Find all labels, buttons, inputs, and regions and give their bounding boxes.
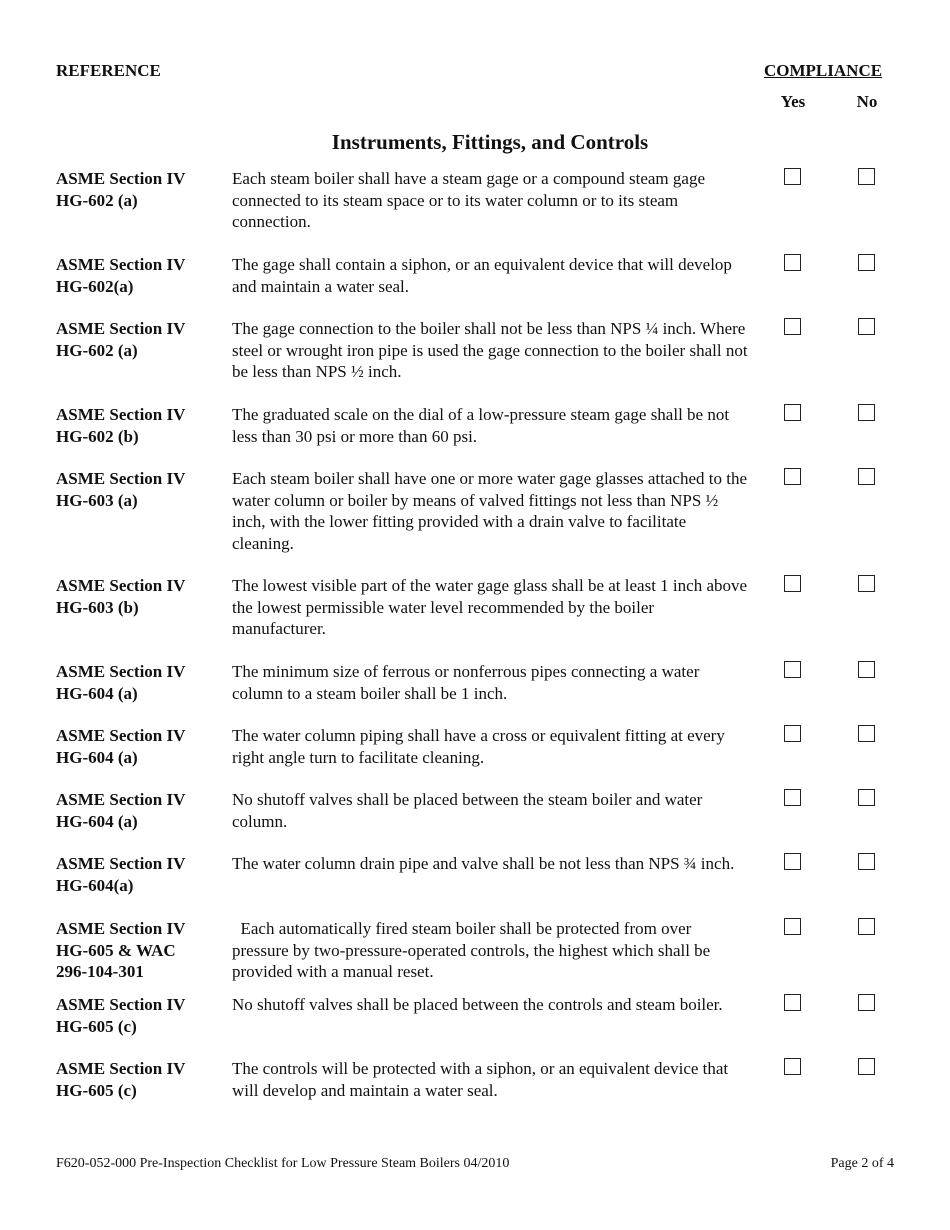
yes-checkbox[interactable]: [784, 254, 801, 271]
yes-checkbox[interactable]: [784, 725, 801, 742]
no-checkbox[interactable]: [858, 853, 875, 870]
yes-checkbox[interactable]: [784, 575, 801, 592]
row-requirement: Each steam boiler shall have one or more water gage glasses attached to the water column or boiler by means of valved fittings not less than NPS ½ inch, with the lower fitting provided with a drain valve to facilitate cleaning.: [232, 469, 747, 553]
no-checkbox[interactable]: [858, 254, 875, 271]
compliance-header: COMPLIANCE: [764, 61, 883, 80]
no-checkbox[interactable]: [858, 661, 875, 678]
row-requirement: The controls will be protected with a siphon, or an equivalent device that will develop and maintain a water seal.: [232, 1059, 729, 1100]
no-checkbox[interactable]: [858, 318, 875, 335]
no-checkbox[interactable]: [858, 1058, 875, 1075]
no-checkbox[interactable]: [858, 725, 875, 742]
yes-checkbox[interactable]: [784, 468, 801, 485]
row-requirement: The lowest visible part of the water gage glass shall be at least 1 inch above the lowest permissible water level recommended by the boiler manufacturer.: [232, 576, 748, 638]
row-requirement: The water column piping shall have a cross or equivalent fitting at every right angle turn to facilitate cleaning.: [232, 726, 725, 767]
row-requirement: The gage shall contain a siphon, or an equivalent device that will develop and maintain a water seal.: [232, 255, 732, 296]
no-checkbox[interactable]: [858, 918, 875, 935]
no-checkbox[interactable]: [858, 994, 875, 1011]
row-reference: ASME Section IV HG-605 & WAC 296-104-301: [56, 919, 186, 981]
yes-checkbox[interactable]: [784, 918, 801, 935]
row-reference: ASME Section IV HG-603 (b): [56, 576, 186, 617]
yes-column-header: Yes: [780, 92, 806, 111]
row-reference: ASME Section IV HG-602 (b): [56, 405, 186, 446]
row-reference: ASME Section IV HG-604(a): [56, 854, 186, 895]
row-reference: ASME Section IV HG-605 (c): [56, 995, 186, 1036]
no-checkbox[interactable]: [858, 404, 875, 421]
row-reference: ASME Section IV HG-604 (a): [56, 662, 186, 703]
row-reference: ASME Section IV HG-603 (a): [56, 469, 186, 510]
no-checkbox[interactable]: [858, 575, 875, 592]
row-reference: ASME Section IV HG-602(a): [56, 255, 186, 296]
yes-checkbox[interactable]: [784, 661, 801, 678]
page-number: Page 2 of 4: [830, 1156, 894, 1171]
yes-checkbox[interactable]: [784, 853, 801, 870]
yes-checkbox[interactable]: [784, 994, 801, 1011]
row-requirement: No shutoff valves shall be placed between the steam boiler and water column.: [232, 790, 703, 831]
no-checkbox[interactable]: [858, 789, 875, 806]
yes-checkbox[interactable]: [784, 789, 801, 806]
no-checkbox[interactable]: [858, 468, 875, 485]
row-reference: ASME Section IV HG-604 (a): [56, 790, 186, 831]
reference-header: REFERENCE: [56, 61, 161, 80]
row-requirement: Each steam boiler shall have a steam gage or a compound steam gage connected to its steam space or to its water column or to its steam connection.: [232, 169, 705, 231]
no-checkbox[interactable]: [858, 168, 875, 185]
row-requirement: Each automatically fired steam boiler shall be protected from over pressure by two-pressure-operated controls, the highest which shall be provided with a manual reset.: [232, 919, 715, 981]
form-id-footer: F620-052-000 Pre-Inspection Checklist for Low Pressure Steam Boilers 04/2010: [56, 1156, 510, 1171]
row-requirement: The minimum size of ferrous or nonferrous pipes connecting a water column to a steam boiler shall be 1 inch.: [232, 662, 700, 703]
row-reference: ASME Section IV HG-604 (a): [56, 726, 186, 767]
no-column-header: No: [856, 92, 878, 111]
row-reference: ASME Section IV HG-602 (a): [56, 319, 186, 360]
yes-checkbox[interactable]: [784, 404, 801, 421]
yes-checkbox[interactable]: [784, 168, 801, 185]
row-reference: ASME Section IV HG-602 (a): [56, 169, 186, 210]
row-requirement: The water column drain pipe and valve shall be not less than NPS ¾ inch.: [232, 854, 735, 873]
section-title: Instruments, Fittings, and Controls: [331, 130, 649, 154]
yes-checkbox[interactable]: [784, 1058, 801, 1075]
row-requirement: No shutoff valves shall be placed between the controls and steam boiler.: [232, 995, 723, 1014]
row-requirement: The gage connection to the boiler shall not be less than NPS ¼ inch. Where steel or wrought iron pipe is used the gage connection to the boiler shall not be less than NPS ½ inch.: [232, 319, 748, 381]
row-reference: ASME Section IV HG-605 (c): [56, 1059, 186, 1100]
row-requirement: The graduated scale on the dial of a low-pressure steam gage shall be not less than 30 psi or more than 60 psi.: [232, 405, 730, 446]
yes-checkbox[interactable]: [784, 318, 801, 335]
